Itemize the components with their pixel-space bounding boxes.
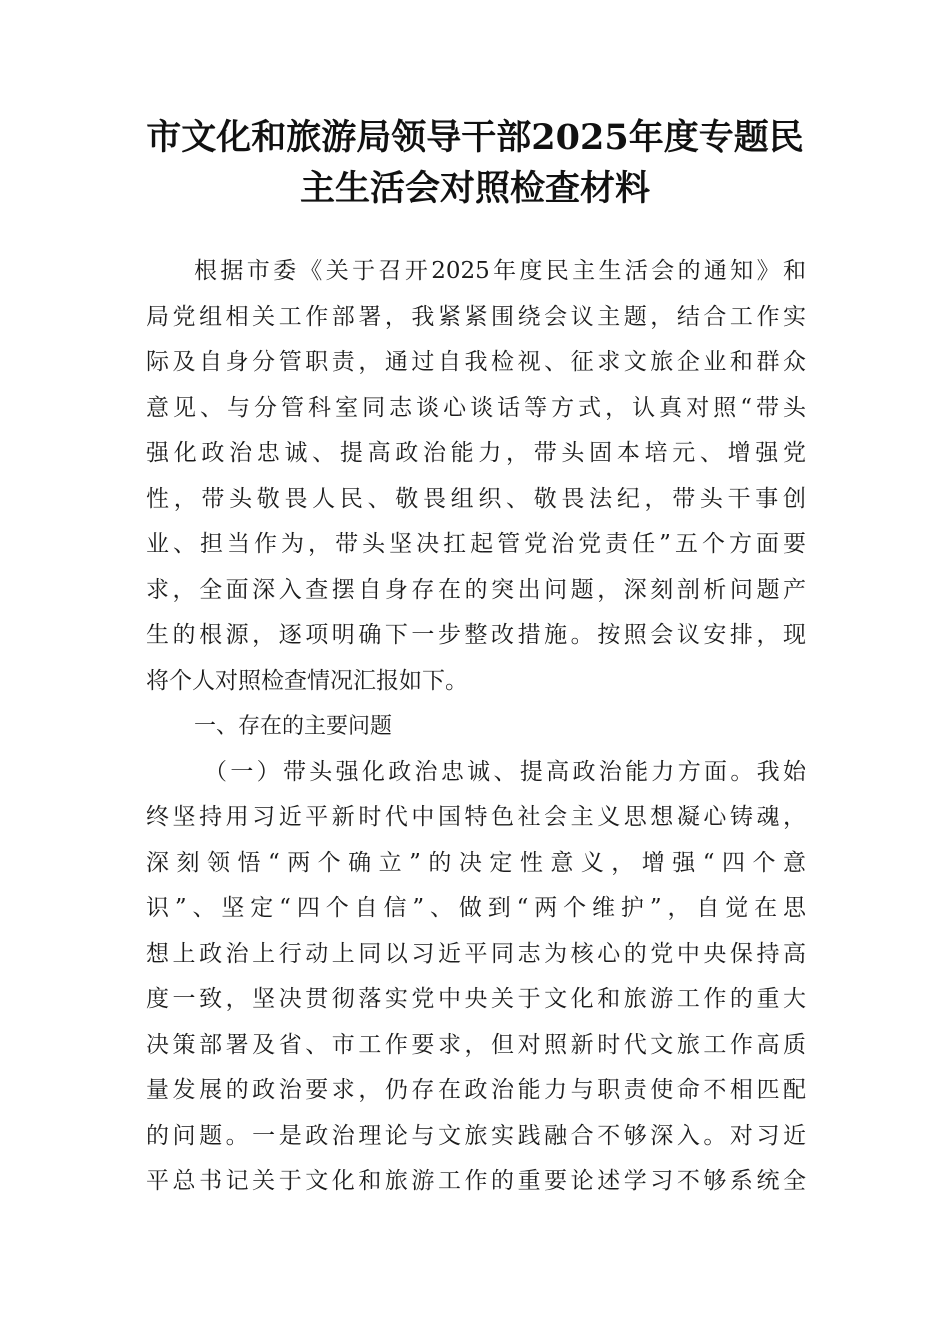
intro-line: 将个人对照检查情况汇报如下。	[146, 667, 468, 694]
intro-line: 生的根源，逐项明确下一步整改措施。按照会议安排，现	[146, 622, 806, 648]
intro-line: 性，带头敬畏人民、敬畏组织、敬畏法纪，带头干事创	[146, 485, 806, 512]
intro-line: 际及自身分管职责，通过自我检视、征求文旅企业和群众	[146, 349, 806, 375]
section-line: （一）带头强化政治忠诚、提高政治能力方面。我始	[204, 758, 806, 785]
intro-line: 局党组相关工作部署，我紧紧围绕会议主题，结合工作实	[146, 303, 806, 330]
title-line-2: 主生活会对照检查材料	[299, 168, 650, 209]
title-line-1: 市文化和旅游局领导干部2025年度专题民	[146, 117, 804, 158]
section-line: 的问题。一是政治理论与文旅实践融合不够深入。对习近	[146, 1122, 806, 1149]
intro-line: 求，全面深入查摆自身存在的突出问题，深刻剖析问题产	[146, 576, 806, 603]
document-title	[120, 112, 830, 214]
section-line: 平总书记关于文化和旅游工作的重要论述学习不够系统全	[146, 1168, 806, 1194]
section-line: 深刻领悟“两个确立”的决定性意义，增强“四个意	[146, 849, 806, 876]
intro-line: 业、担当作为，带头坚决扛起管党治党责任”五个方面要	[146, 531, 806, 557]
intro-line: 根据市委《关于召开2025年度民主生活会的通知》和	[194, 258, 806, 284]
section-line: 终坚持用习近平新时代中国特色社会主义思想凝心铸魂，	[146, 804, 806, 830]
intro-line: 强化政治忠诚、提高政治能力，带头固本培元、增强党	[146, 440, 806, 466]
section-line: 度一致，坚决贯彻落实党中央关于文化和旅游工作的重大	[146, 986, 806, 1012]
document-body	[146, 249, 806, 1205]
section-line: 量发展的政治要求，仍存在政治能力与职责使命不相匹配	[146, 1077, 806, 1103]
section-line: 识”、坚定“四个自信”、做到“两个维护”，自觉在思	[146, 895, 806, 921]
section-line: 想上政治上行动上同以习近平同志为核心的党中央保持高	[146, 940, 806, 967]
section-heading: 一、存在的主要问题	[194, 714, 393, 739]
intro-line: 意见、与分管科室同志谈心谈话等方式，认真对照“带头	[146, 394, 806, 421]
section-line: 决策部署及省、市工作要求，但对照新时代文旅工作高质	[146, 1031, 806, 1058]
